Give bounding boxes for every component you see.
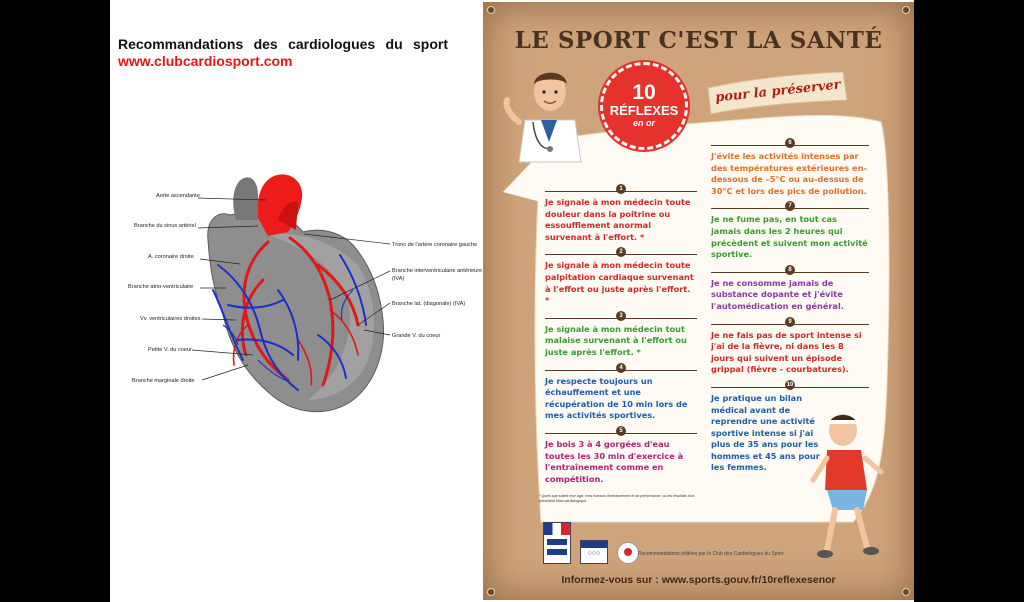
- reflex-item-7: [711, 201, 869, 264]
- footnote: * Quels que soient mon âge, mes niveaux d'entraînement et de performance, ou les résultats d'un précédent bilan cardiologique.: [539, 494, 695, 504]
- doctor-figure: [507, 73, 582, 162]
- heart-label: Vv. ventriculaires droites: [140, 316, 201, 322]
- heart-label: Branche atrio-ventriculaire: [128, 284, 194, 290]
- item-number-badge: 10: [786, 381, 794, 388]
- item-number-badge: 4: [616, 363, 626, 373]
- club-url-link[interactable]: www.clubcardiosport.com: [118, 53, 293, 69]
- heart-label: Grande V. du coeur: [392, 333, 441, 339]
- reflex-text: Je signale à mon médecin tout malaise survenant à l'effort ou juste après l'effort. *: [545, 323, 687, 357]
- olympic-committee-logo: ○○○: [580, 540, 608, 564]
- item-number-badge: 8: [785, 265, 795, 275]
- reflexes-column-left: [545, 184, 697, 489]
- reflex-item-8: [711, 265, 869, 317]
- reflex-text: Je signale à mon médecin toute douleur dans la poitrine ou essoufflement anormal survenant à l'effort. *: [545, 197, 691, 242]
- reflex-item-3: [545, 311, 697, 363]
- item-number-badge: 6: [785, 138, 795, 148]
- pour-la-preserver-label: pour la préserver: [714, 77, 842, 106]
- item-number-badge: 9: [785, 317, 795, 327]
- cardio-club-logo: [617, 542, 639, 564]
- reflex-text: J'évite les activités intenses par des températures extérieures en-dessous de –5°C ou au-dessus de 30°C et lors des pics de pollution.: [711, 151, 867, 196]
- reflexes-poster: [483, 2, 914, 600]
- reflex-item-6: [711, 138, 869, 201]
- heart-label: Tronc de l'artère coronaire gauche: [392, 242, 478, 248]
- item-number-badge: 2: [616, 247, 626, 257]
- heart-label: Branche interventriculaire antérieure: [392, 268, 483, 274]
- reflex-item-4: [545, 363, 697, 426]
- reflex-text: Je ne fais pas de sport intense si j'ai de la fièvre, ni dans les 8 jours qui suivent un épisode grippal (fièvre - courbatures).: [711, 329, 862, 375]
- reflex-item-2: [545, 247, 697, 310]
- reflex-text: Je ne consomme jamais de substance dopante et j'évite l'automédication en général.: [711, 277, 844, 311]
- heart-label: (IVA): [392, 276, 405, 282]
- heart-label: Branche marginale droite: [132, 378, 195, 384]
- item-number-badge: 5: [616, 426, 626, 436]
- reflex-text: Je signale à mon médecin toute palpitation cardiaque survenant à l'effort ou juste après l'effort. *: [545, 260, 694, 306]
- reflexes-badge: [600, 62, 688, 150]
- poster-title: LE SPORT C'EST LA SANTÉ: [514, 27, 883, 54]
- badge-word: RÉFLEXES: [609, 103, 679, 118]
- reflex-text: Je ne fume pas, en tout cas jamais dans les 2 heures qui précèdent et suivent mon activité sportive.: [711, 214, 868, 260]
- heart-label: Aorte ascendante: [156, 193, 200, 199]
- badge-number: 10: [632, 81, 656, 104]
- reflexes-column-right: [711, 138, 869, 478]
- left-title: Recommandations des cardiologues du sport: [118, 36, 448, 52]
- heart-label: A. coronaire droite: [148, 254, 194, 260]
- item-number-badge: 1: [616, 184, 626, 194]
- reflex-item-10: [711, 380, 869, 478]
- recommendation-credit: Recommandations éditées par le Club des Cardiologues du Sport: [638, 551, 784, 557]
- reflex-item-1: [545, 184, 697, 247]
- reflex-text: Je bois 3 à 4 gorgées d'eau toutes les 30 min d'exercice à l'entraînement comme en compétition.: [545, 438, 684, 484]
- ministry-logo: [543, 522, 571, 564]
- heart-label: Branche du sinus artériel: [134, 223, 196, 229]
- item-number-badge: 3: [616, 311, 626, 321]
- item-number-badge: 7: [785, 201, 795, 211]
- inform-link[interactable]: Informez-vous sur : www.sports.gouv.fr/10reflexesenor: [561, 574, 836, 586]
- heart-label: Petite V. du coeur: [148, 347, 192, 353]
- heart-diagram: [118, 160, 488, 425]
- page: [110, 0, 914, 602]
- reflex-item-5: [545, 426, 697, 489]
- reflex-text: Je respecte toujours un échauffement et une récupération de 10 min lors de mes activités sportives.: [545, 375, 688, 421]
- reflex-text: Je pratique un bilan médical avant de reprendre une activité sportive intense si j'ai plus de 35 ans pour les hommes et 45 ans pour les femmes.: [711, 392, 820, 473]
- badge-subtitle: en or: [632, 118, 655, 128]
- reflex-item-9: [711, 317, 869, 380]
- heart-label: Branche lat. (diagonale) (IVA): [392, 301, 466, 307]
